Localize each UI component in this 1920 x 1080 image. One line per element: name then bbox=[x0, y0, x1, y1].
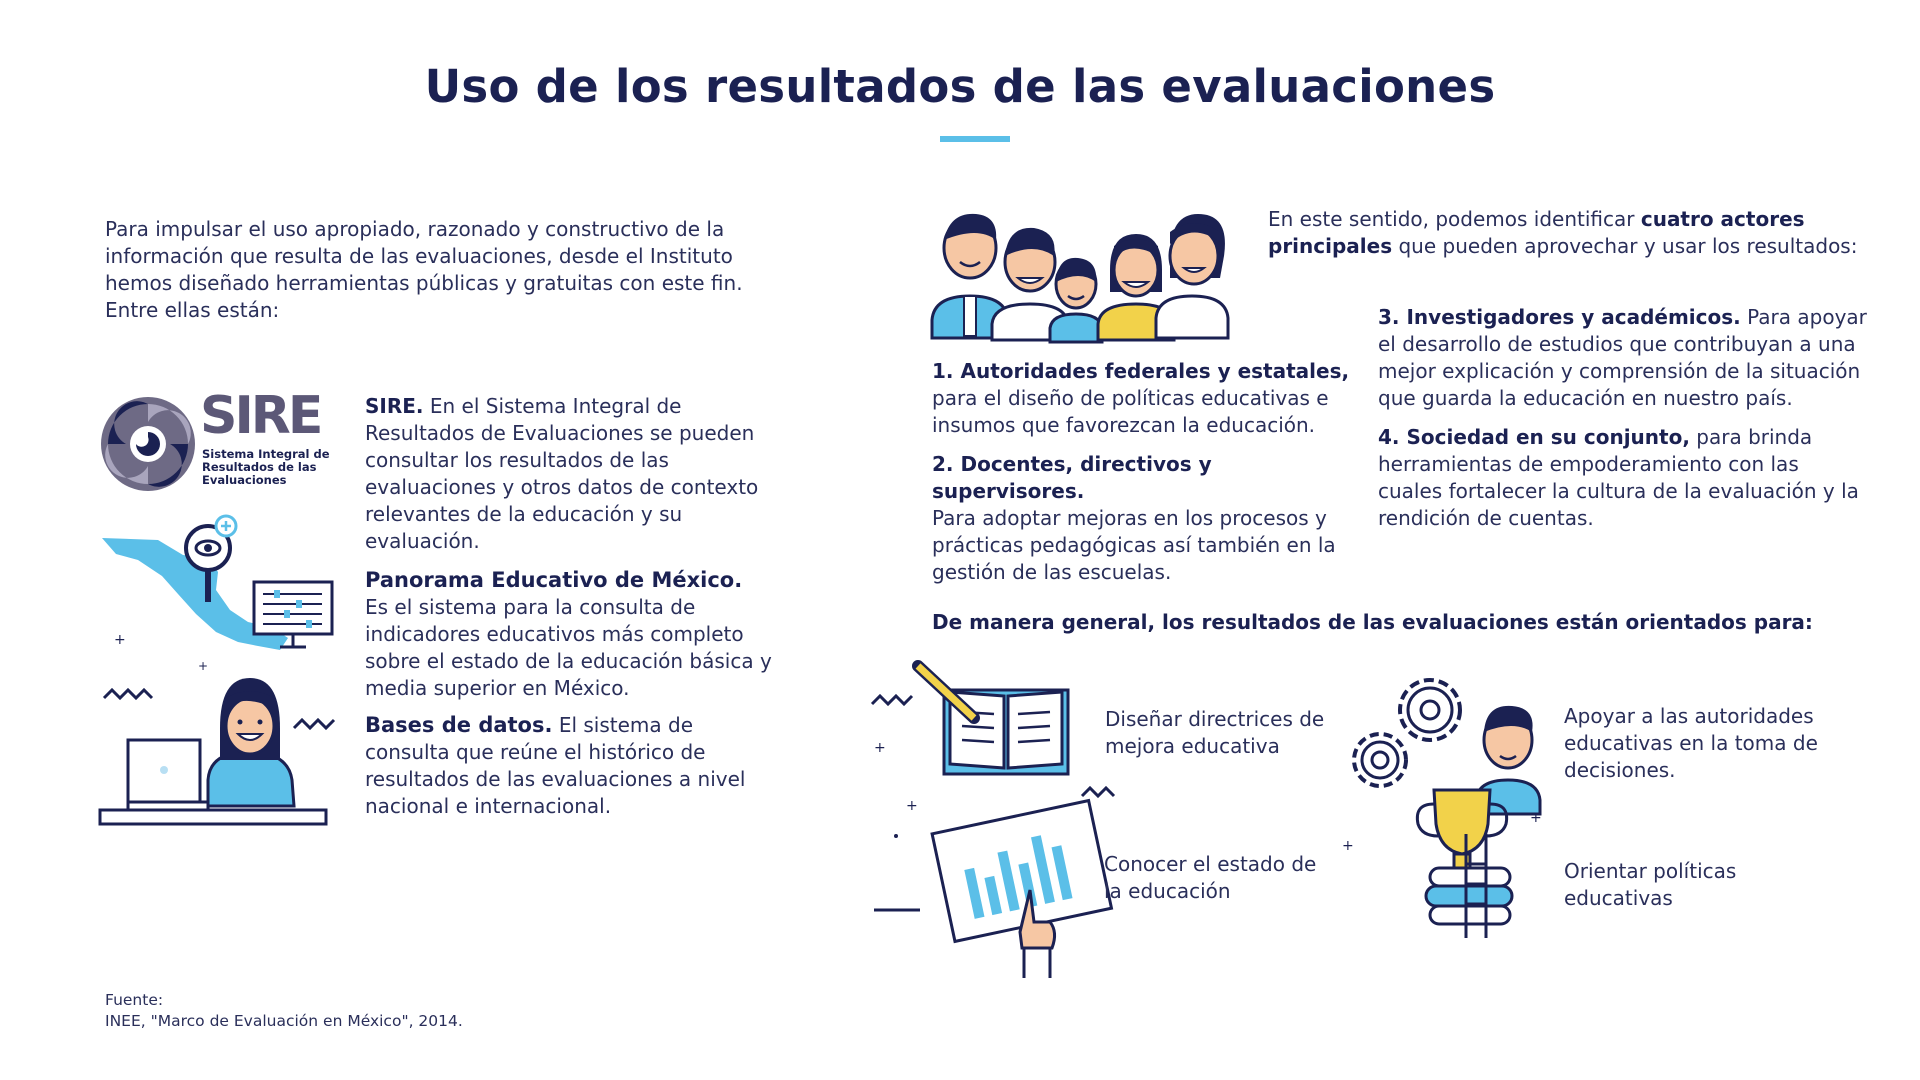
sire-swirl-icon bbox=[98, 394, 198, 494]
actor-item bbox=[932, 358, 1352, 439]
source-citation: INEE, "Marco de Evaluación en México", 2014. bbox=[105, 1012, 463, 1030]
tool-item bbox=[365, 567, 775, 702]
orientation-item: Diseñar directrices de mejora educativa bbox=[1105, 707, 1325, 758]
intro-text: Para impulsar el uso apropiado, razonado y constructivo de la información que resulta de las evaluaciones, desde el Instituto hemos diseñado herramientas públicas y gratuitas con este fin. Entre ellas están: bbox=[105, 217, 743, 322]
book-pencil-illustration bbox=[870, 660, 1080, 780]
actors-intro-text: que pueden aprovechar y usar los resultados: bbox=[1392, 234, 1858, 258]
actor-name: 3. Investigadores y académicos. bbox=[1378, 305, 1741, 329]
svg-text:+: + bbox=[1342, 838, 1354, 854]
sire-subtitle-line: Sistema Integral de bbox=[202, 447, 330, 461]
mexico-map-illustration bbox=[98, 510, 338, 673]
actor-desc: para el diseño de políticas educativas e insumos que favorezcan la educación. bbox=[932, 386, 1329, 437]
gears-trophy-illustration bbox=[1340, 664, 1560, 944]
orientation-item: Orientar políticas educativas bbox=[1564, 859, 1737, 910]
actor-desc: Para adoptar mejoras en los procesos y prácticas pedagógicas así también en la gestión de las escuelas. bbox=[932, 506, 1336, 584]
title-underline bbox=[940, 136, 1010, 142]
orientation-heading: De manera general, los resultados de las evaluaciones están orientados para: bbox=[932, 610, 1813, 634]
source-note bbox=[105, 990, 705, 1032]
actor-name: 2. Docentes, directivos y supervisores. bbox=[932, 452, 1212, 503]
sire-logo bbox=[98, 386, 338, 494]
tool-name: Bases de datos. bbox=[365, 713, 553, 737]
actor-item bbox=[1378, 424, 1868, 532]
svg-text:+: + bbox=[198, 659, 209, 673]
sire-subtitle-line: Resultados de las bbox=[202, 460, 317, 474]
actor-item bbox=[1378, 304, 1868, 412]
actors-intro bbox=[1268, 206, 1888, 260]
tools-list bbox=[365, 393, 775, 820]
actor-item bbox=[932, 451, 1352, 586]
chart-board-illustration bbox=[872, 782, 1132, 982]
sire-subtitle-line: Evaluaciones bbox=[202, 473, 287, 487]
orientation-item: Apoyar a las autoridades educativas en la toma de decisiones. bbox=[1564, 704, 1818, 782]
tool-desc: Es el sistema para la consulta de indicadores educativos más completo sobre el estado de la educación básica y media superior en México. bbox=[365, 595, 772, 700]
page-title: Uso de los resultados de las evaluaciones bbox=[424, 60, 1496, 113]
actor-desc: para brinda herramientas de empoderamiento con las cuales fortalecer la cultura de la evaluación y la rendición de cuentas. bbox=[1378, 425, 1859, 530]
sire-subtitle bbox=[202, 448, 330, 487]
tool-item bbox=[365, 393, 775, 555]
source-label: Fuente: bbox=[105, 991, 164, 1009]
sire-wordmark: SIRE bbox=[200, 386, 321, 446]
actors-column-right bbox=[1378, 304, 1868, 532]
tool-name: SIRE. bbox=[365, 394, 424, 418]
actors-column-left bbox=[932, 358, 1352, 586]
svg-text:+: + bbox=[1530, 810, 1542, 826]
gear-icon bbox=[1400, 680, 1460, 740]
tool-item bbox=[365, 712, 775, 820]
people-group-illustration bbox=[930, 200, 1250, 342]
actors-intro-highlight: cuatro actores principales bbox=[1268, 207, 1805, 258]
tool-desc: En el Sistema Integral de Resultados de Evaluaciones se pueden consultar los resultados de las evaluaciones y otros datos de contexto relevantes de la educación y su evaluación. bbox=[365, 394, 759, 553]
actor-desc: Para apoyar el desarrollo de estudios que contribuyan a una mejor explicación y comprensión de la situación que guarda la educación en nuestro país. bbox=[1378, 305, 1867, 410]
svg-text:+: + bbox=[874, 740, 886, 756]
actors-intro-text: En este sentido, podemos identificar bbox=[1268, 207, 1641, 231]
svg-text:+: + bbox=[114, 632, 126, 648]
actor-name: 4. Sociedad en su conjunto, bbox=[1378, 425, 1690, 449]
woman-laptop-illustration bbox=[98, 668, 348, 828]
tool-name: Panorama Educativo de México. bbox=[365, 568, 743, 592]
tool-desc: El sistema de consulta que reúne el histórico de resultados de las evaluaciones a nivel nacional e internacional. bbox=[365, 713, 746, 818]
svg-text:+: + bbox=[906, 798, 918, 814]
gear-icon bbox=[1354, 734, 1406, 786]
orientation-item: Conocer el estado de la educación bbox=[1104, 852, 1317, 903]
actor-name: 1. Autoridades federales y estatales, bbox=[932, 359, 1350, 383]
